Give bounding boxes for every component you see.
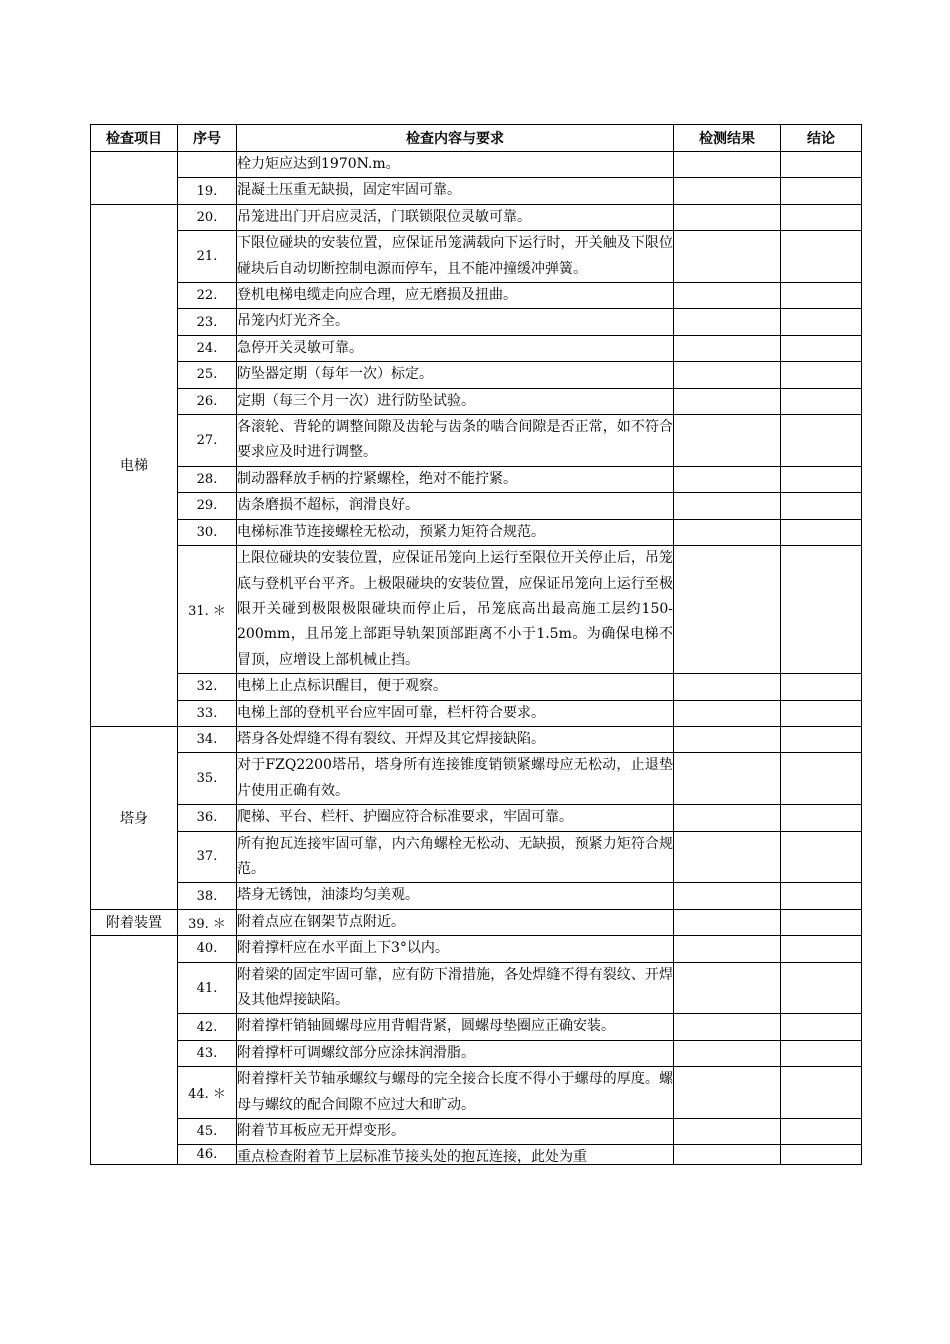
result-cell[interactable] [674, 415, 781, 467]
table-row [91, 936, 862, 962]
table-row [91, 909, 862, 935]
row-content: 塔身各处焊缝不得有裂纹、开焊及其它焊接缺陷。 [237, 726, 674, 752]
result-cell[interactable] [674, 519, 781, 545]
conclusion-cell[interactable] [781, 204, 862, 230]
result-cell[interactable] [674, 1067, 781, 1119]
row-content: 附着撑杆销轴圆螺母应用背帽背紧，圆螺母垫圈应正确安装。 [237, 1014, 674, 1040]
row-number: 32. [178, 674, 237, 700]
conclusion-cell[interactable] [781, 883, 862, 909]
conclusion-cell[interactable] [781, 962, 862, 1014]
conclusion-cell[interactable] [781, 519, 862, 545]
result-cell[interactable] [674, 283, 781, 309]
table-row [91, 178, 862, 204]
result-cell[interactable] [674, 909, 781, 935]
table-row [91, 700, 862, 726]
conclusion-cell[interactable] [781, 753, 862, 805]
conclusion-cell[interactable] [781, 1014, 862, 1040]
row-content: 下限位碰块的安装位置，应保证吊笼满载向下运行时，开关触及下限位碰块后自动切断控制电源而停车，且不能冲撞缓冲弹簧。 [237, 231, 674, 283]
result-cell[interactable] [674, 152, 781, 178]
row-number: 40. [178, 936, 237, 962]
row-content: 混凝土压重无缺损，固定牢固可靠。 [237, 178, 674, 204]
category-tower: 塔身 [91, 726, 178, 909]
conclusion-cell[interactable] [781, 335, 862, 361]
conclusion-cell[interactable] [781, 546, 862, 674]
table-row [91, 283, 862, 309]
row-content: 附着点应在钢架节点附近。 [237, 909, 674, 935]
header-result: 检测结果 [674, 125, 781, 152]
row-content: 附着梁的固定牢固可靠，应有防下滑措施，各处焊缝不得有裂纹、开焊及其他焊接缺陷。 [237, 962, 674, 1014]
row-content: 上限位碰块的安装位置，应保证吊笼向上运行至限位开关停止后，吊笼底与登机平台平齐。上极限碰块的安装位置，应保证吊笼向上运行至极限开关碰到极限极限碰块而停止后，吊笼底高出最高施工层约150-200mm，且吊笼上部距导轨架顶部距离不小于1.5m。为确保电梯不冒顶，应增设上部机械止挡。 [237, 546, 674, 674]
row-content: 爬梯、平台、栏杆、护圈应符合标准要求，牢固可靠。 [237, 805, 674, 831]
row-number [178, 152, 237, 178]
conclusion-cell[interactable] [781, 283, 862, 309]
result-cell[interactable] [674, 1119, 781, 1145]
result-cell[interactable] [674, 962, 781, 1014]
category-attach-continued [91, 936, 178, 1165]
table-row [91, 546, 862, 674]
table-row [91, 204, 862, 230]
row-number: 25. [178, 362, 237, 388]
table-row [91, 674, 862, 700]
row-number: 28. [178, 466, 237, 492]
conclusion-cell[interactable] [781, 831, 862, 883]
table-row [91, 805, 862, 831]
result-cell[interactable] [674, 335, 781, 361]
row-content: 齿条磨损不超标，润滑良好。 [237, 493, 674, 519]
row-number: 44. ＊ [178, 1067, 237, 1119]
row-number: 30. [178, 519, 237, 545]
conclusion-cell[interactable] [781, 936, 862, 962]
conclusion-cell[interactable] [781, 726, 862, 752]
row-number: 31. ＊ [178, 546, 237, 674]
result-cell[interactable] [674, 493, 781, 519]
conclusion-cell[interactable] [781, 309, 862, 335]
row-number: 38. [178, 883, 237, 909]
result-cell[interactable] [674, 309, 781, 335]
inspection-table [90, 124, 862, 1165]
table-row [91, 726, 862, 752]
row-number: 21. [178, 231, 237, 283]
row-content: 急停开关灵敏可靠。 [237, 335, 674, 361]
conclusion-cell[interactable] [781, 700, 862, 726]
conclusion-cell[interactable] [781, 362, 862, 388]
table-row [91, 1014, 862, 1040]
row-number: 20. [178, 204, 237, 230]
conclusion-cell[interactable] [781, 152, 862, 178]
header-row [91, 125, 862, 152]
row-content-clipped: 重点检查附着节上层标准节接头处的抱瓦连接，此处为重 [237, 1149, 587, 1165]
row-number: 46. [178, 1145, 237, 1165]
result-cell[interactable] [674, 753, 781, 805]
table-row [91, 519, 862, 545]
row-content: 所有抱瓦连接牢固可靠，内六角螺栓无松动、无缺损，预紧力矩符合规范。 [237, 831, 674, 883]
result-cell[interactable] [674, 831, 781, 883]
row-content: 栓力矩应达到1970N.m。 [237, 152, 674, 178]
row-content: 附着节耳板应无开焊变形。 [237, 1119, 674, 1145]
row-number: 29. [178, 493, 237, 519]
table-row [91, 831, 862, 883]
table-row [91, 152, 862, 178]
header-category: 检查项目 [91, 125, 178, 152]
table-row [91, 415, 862, 467]
table-row [91, 466, 862, 492]
result-cell[interactable] [674, 1014, 781, 1040]
row-content: 电梯上止点标识醒目，便于观察。 [237, 674, 674, 700]
row-number: 33. [178, 700, 237, 726]
conclusion-cell[interactable] [781, 805, 862, 831]
table-row [91, 962, 862, 1014]
result-cell[interactable] [674, 726, 781, 752]
row-content: 吊笼内灯光齐全。 [237, 309, 674, 335]
header-content: 检查内容与要求 [237, 125, 674, 152]
table-row [91, 883, 862, 909]
result-cell[interactable] [674, 388, 781, 414]
conclusion-cell[interactable] [781, 1040, 862, 1066]
conclusion-cell[interactable] [781, 388, 862, 414]
conclusion-cell[interactable] [781, 415, 862, 467]
table-row [91, 231, 862, 283]
conclusion-cell[interactable] [781, 231, 862, 283]
result-cell[interactable] [674, 231, 781, 283]
table-row [91, 335, 862, 361]
result-cell[interactable] [674, 204, 781, 230]
table-row [91, 1119, 862, 1145]
row-content [237, 1145, 674, 1165]
row-content: 附着撑杆关节轴承螺纹与螺母的完全接合长度不得小于螺母的厚度。螺母与螺纹的配合间隙不应过大和旷动。 [237, 1067, 674, 1119]
table-row [91, 362, 862, 388]
category-elevator: 电梯 [91, 204, 178, 726]
row-number: 24. [178, 335, 237, 361]
row-content: 制动器释放手柄的拧紧螺栓，绝对不能拧紧。 [237, 466, 674, 492]
table-row [91, 1067, 862, 1119]
row-number: 23. [178, 309, 237, 335]
row-content: 附着撑杆可调螺纹部分应涂抹润滑脂。 [237, 1040, 674, 1066]
row-content: 塔身无锈蚀，油漆均匀美观。 [237, 883, 674, 909]
conclusion-cell[interactable] [781, 1119, 862, 1145]
table-row [91, 1040, 862, 1066]
row-number: 41. [178, 962, 237, 1014]
row-content: 各滚轮、背轮的调整间隙及齿轮与齿条的啮合间隙是否正常，如不符合要求应及时进行调整。 [237, 415, 674, 467]
row-content: 电梯上部的登机平台应牢固可靠，栏杆符合要求。 [237, 700, 674, 726]
row-number: 42. [178, 1014, 237, 1040]
result-cell[interactable] [674, 178, 781, 204]
row-content: 吊笼进出门开启应灵活，门联锁限位灵敏可靠。 [237, 204, 674, 230]
row-content: 附着撑杆应在水平面上下3°以内。 [237, 936, 674, 962]
table-row [91, 309, 862, 335]
row-number: 22. [178, 283, 237, 309]
row-number: 35. [178, 753, 237, 805]
row-content: 电梯标准节连接螺栓无松动，预紧力矩符合规范。 [237, 519, 674, 545]
row-number: 26. [178, 388, 237, 414]
conclusion-cell[interactable] [781, 493, 862, 519]
category-attach: 附着装置 [91, 909, 178, 935]
row-number: 19. [178, 178, 237, 204]
result-cell[interactable] [674, 1040, 781, 1066]
result-cell[interactable] [674, 1145, 781, 1165]
table-row [91, 1145, 862, 1165]
result-cell[interactable] [674, 466, 781, 492]
table-row [91, 388, 862, 414]
row-number: 37. [178, 831, 237, 883]
row-number: 27. [178, 415, 237, 467]
row-number: 39. ＊ [178, 909, 237, 935]
row-number: 45. [178, 1119, 237, 1145]
table-row [91, 493, 862, 519]
conclusion-cell[interactable] [781, 909, 862, 935]
row-content: 防坠器定期（每年一次）标定。 [237, 362, 674, 388]
row-content: 定期（每三个月一次）进行防坠试验。 [237, 388, 674, 414]
header-number: 序号 [178, 125, 237, 152]
conclusion-cell[interactable] [781, 466, 862, 492]
row-content: 对于FZQ2200塔吊，塔身所有连接锥度销锁紧螺母应无松动，止退垫片使用正确有效。 [237, 753, 674, 805]
row-number: 34. [178, 726, 237, 752]
result-cell[interactable] [674, 936, 781, 962]
result-cell[interactable] [674, 700, 781, 726]
conclusion-cell[interactable] [781, 1067, 862, 1119]
row-number: 43. [178, 1040, 237, 1066]
result-cell[interactable] [674, 883, 781, 909]
result-cell[interactable] [674, 362, 781, 388]
conclusion-cell[interactable] [781, 674, 862, 700]
result-cell[interactable] [674, 546, 781, 674]
result-cell[interactable] [674, 805, 781, 831]
header-conclusion: 结论 [781, 125, 862, 152]
result-cell[interactable] [674, 674, 781, 700]
row-content: 登机电梯电缆走向应合理，应无磨损及扭曲。 [237, 283, 674, 309]
conclusion-cell[interactable] [781, 1145, 862, 1165]
conclusion-cell[interactable] [781, 178, 862, 204]
row-number: 36. [178, 805, 237, 831]
category-cell-previous [91, 152, 178, 205]
table-row [91, 753, 862, 805]
